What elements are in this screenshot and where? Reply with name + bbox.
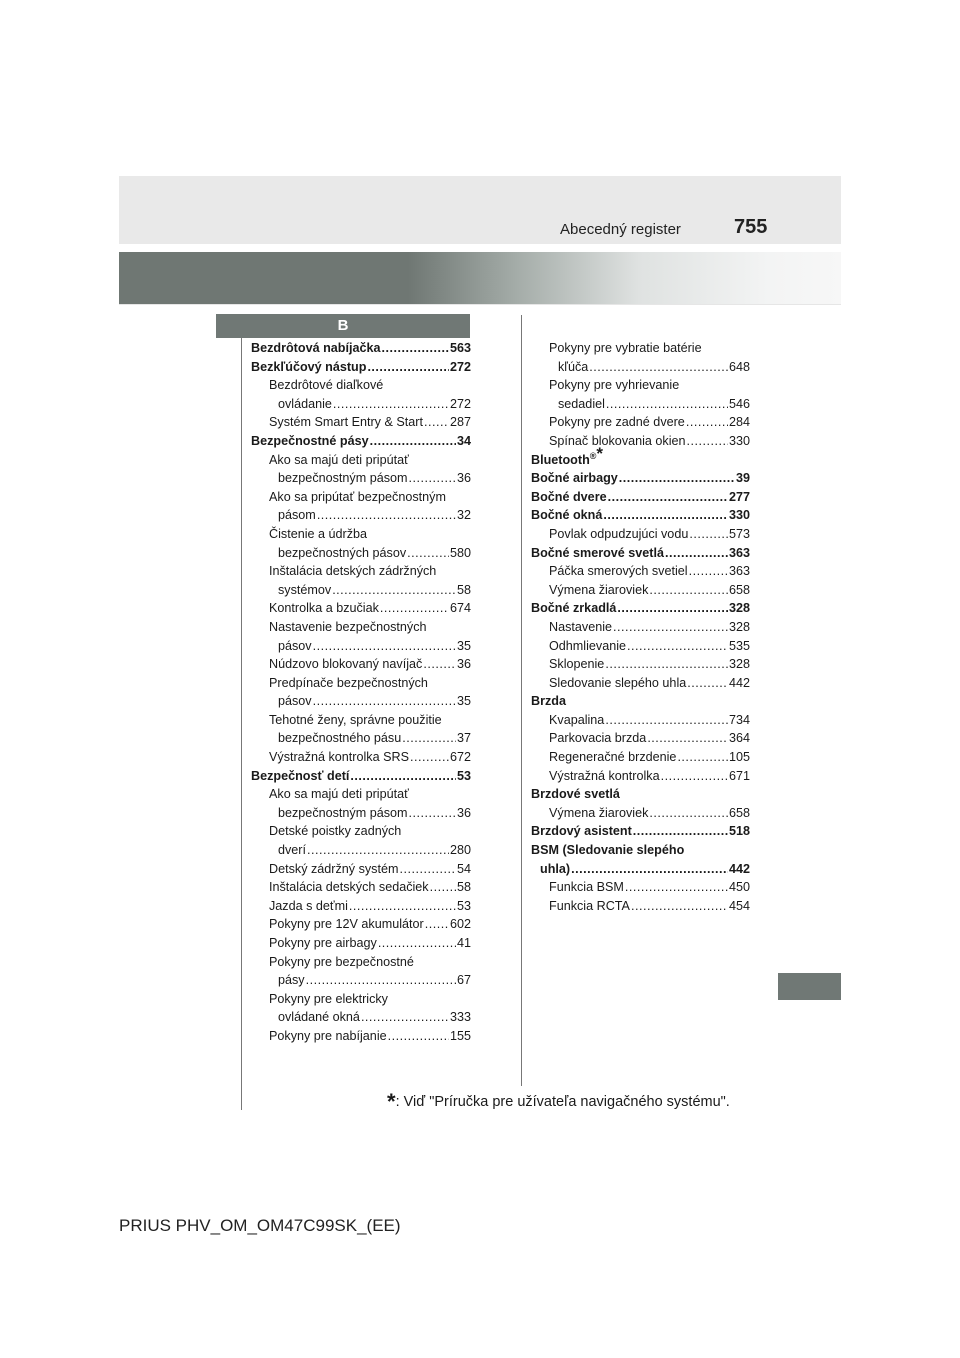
entry-page: 58 bbox=[456, 582, 471, 597]
entry-page: 442 bbox=[728, 675, 750, 690]
entry-text: Kontrolka a bzučiak bbox=[269, 601, 379, 616]
leader-dots bbox=[381, 339, 449, 358]
index-subentry bbox=[251, 860, 471, 879]
index-subentry bbox=[251, 897, 471, 916]
index-entry bbox=[251, 358, 471, 377]
index-subentry bbox=[251, 990, 471, 1009]
entry-page: 272 bbox=[449, 359, 471, 374]
index-entry bbox=[531, 443, 750, 470]
index-subentry bbox=[531, 395, 750, 414]
index-entry bbox=[531, 692, 750, 711]
index-subentry bbox=[251, 599, 471, 618]
entry-text: Bezkľúčový nástup bbox=[251, 359, 367, 374]
leader-dots bbox=[589, 358, 728, 377]
entry-page: 734 bbox=[728, 712, 750, 727]
entry-text: Pokyny pre nabíjanie bbox=[269, 1028, 387, 1043]
leader-dots bbox=[350, 767, 456, 786]
entry-text: Jazda s deťmi bbox=[269, 898, 348, 913]
leader-dots bbox=[605, 711, 728, 730]
index-subentry bbox=[251, 841, 471, 860]
entry-text: Pokyny pre airbagy bbox=[269, 936, 377, 950]
leader-dots bbox=[380, 599, 449, 618]
entry-text: Regeneračné brzdenie bbox=[549, 750, 677, 765]
leader-dots bbox=[306, 971, 456, 990]
entry-page: 328 bbox=[728, 619, 750, 634]
entry-page: 37 bbox=[456, 731, 471, 746]
entry-text: Výstražná kontrolka bbox=[549, 768, 660, 783]
entry-text: Pokyny pre bezpečnostné bbox=[269, 954, 414, 969]
entry-text: Funkcia RCTA bbox=[549, 898, 630, 913]
entry-page: 287 bbox=[449, 415, 471, 430]
entry-page: 54 bbox=[456, 861, 471, 876]
index-subentry bbox=[531, 525, 750, 544]
index-subentry bbox=[251, 451, 471, 470]
leader-dots bbox=[317, 506, 456, 525]
entry-text: Sklopenie bbox=[549, 657, 605, 672]
index-subentry bbox=[251, 562, 471, 581]
index-subentry bbox=[531, 729, 750, 748]
middle-column-rule bbox=[521, 315, 522, 1086]
entry-text: Núdzovo blokovaný navíjač bbox=[269, 657, 423, 672]
index-subentry bbox=[251, 413, 471, 432]
entry-text: Detský zádržný systém bbox=[269, 861, 399, 876]
entry-text: Bluetooth bbox=[531, 452, 590, 467]
entry-page: 658 bbox=[728, 582, 750, 597]
header-divider bbox=[119, 304, 841, 305]
leader-dots bbox=[689, 562, 728, 581]
entry-text: kľúča bbox=[558, 359, 589, 374]
entry-text: dverí bbox=[278, 843, 306, 858]
index-subentry bbox=[531, 674, 750, 693]
leader-dots bbox=[661, 767, 728, 786]
entry-text: Nastavenie bbox=[549, 619, 613, 634]
entry-text: ovládané okná bbox=[278, 1010, 360, 1025]
index-subentry bbox=[531, 878, 750, 897]
entry-page: 105 bbox=[728, 750, 750, 765]
leader-dots bbox=[647, 729, 728, 748]
leader-dots bbox=[423, 655, 456, 674]
footnote-marker: * bbox=[387, 1089, 396, 1114]
index-subentry bbox=[531, 804, 750, 823]
index-subentry bbox=[251, 748, 471, 767]
entry-page: 330 bbox=[728, 508, 750, 523]
index-entry bbox=[531, 506, 750, 525]
index-subentry bbox=[251, 581, 471, 600]
entry-text: Bezdrôtová nabíjačka bbox=[251, 341, 381, 355]
entry-page: 36 bbox=[456, 805, 471, 820]
leader-dots bbox=[410, 748, 449, 767]
entry-page: 328 bbox=[728, 657, 750, 672]
entry-text: Odhmlievanie bbox=[549, 638, 627, 653]
gradient-banner bbox=[119, 252, 841, 304]
leader-dots bbox=[307, 841, 449, 860]
header-band bbox=[119, 176, 841, 244]
entry-text: Inštalácia detských sedačiek bbox=[269, 880, 429, 895]
index-subentry bbox=[531, 637, 750, 656]
entry-text: Inštalácia detských zádržných bbox=[269, 564, 437, 579]
entry-text: pásov bbox=[278, 694, 312, 709]
index-subentry bbox=[251, 674, 471, 693]
footnote-text: : Viď "Príručka pre užívateľa navigačného systému". bbox=[395, 1094, 730, 1110]
leader-dots bbox=[687, 432, 728, 451]
index-subentry bbox=[531, 339, 750, 358]
leader-dots bbox=[370, 432, 456, 451]
page-number: 755 bbox=[734, 216, 768, 238]
entry-page: 573 bbox=[728, 526, 750, 541]
entry-text: Parkovacia brzda bbox=[549, 731, 647, 746]
index-subentry bbox=[251, 934, 471, 953]
index-subentry bbox=[531, 618, 750, 637]
entry-text: bezpečnostných pásov bbox=[278, 545, 407, 560]
index-subentry bbox=[251, 395, 471, 414]
leader-dots bbox=[608, 488, 728, 507]
index-column-left bbox=[251, 339, 471, 1046]
leader-dots bbox=[332, 581, 456, 600]
index-entry bbox=[531, 599, 750, 618]
entry-text: systémov bbox=[278, 582, 332, 597]
entry-page: 454 bbox=[728, 898, 750, 913]
leader-dots bbox=[313, 637, 456, 656]
entry-text: Bočné zrkadlá bbox=[531, 601, 617, 616]
index-subentry bbox=[251, 822, 471, 841]
entry-page: 39 bbox=[735, 471, 750, 486]
leader-dots bbox=[333, 395, 449, 414]
entry-text: Pokyny pre vyhrievanie bbox=[549, 378, 680, 393]
entry-text: Pokyny pre zadné dvere bbox=[549, 415, 685, 430]
index-subentry bbox=[531, 376, 750, 395]
entry-page: 328 bbox=[728, 601, 750, 616]
index-entry bbox=[531, 544, 750, 563]
entry-text: Ako sa majú deti pripútať bbox=[269, 452, 409, 467]
index-subentry bbox=[251, 971, 471, 990]
entry-text: sedadiel bbox=[558, 396, 605, 411]
index-subentry bbox=[251, 915, 471, 934]
header-section-title: Abecedný register bbox=[560, 221, 681, 238]
left-column-rule bbox=[241, 338, 242, 1110]
index-subentry bbox=[251, 729, 471, 748]
entry-page: 363 bbox=[728, 564, 750, 579]
entry-text: Výmena žiaroviek bbox=[549, 805, 649, 820]
index-subentry bbox=[251, 878, 471, 897]
leader-dots bbox=[633, 822, 728, 841]
index-subentry bbox=[531, 432, 750, 451]
index-subentry bbox=[251, 711, 471, 730]
leader-dots bbox=[402, 729, 456, 748]
entry-text: Ako sa pripútať bezpečnostným bbox=[269, 489, 446, 504]
index-entry bbox=[251, 432, 471, 451]
index-subentry bbox=[251, 785, 471, 804]
index-subentry bbox=[251, 1027, 471, 1046]
leader-dots bbox=[613, 618, 728, 637]
entry-text: Čistenie a údržba bbox=[269, 526, 368, 541]
entry-page: 277 bbox=[728, 489, 750, 504]
index-subentry bbox=[531, 748, 750, 767]
entry-text: Bezdrôtové diaľkové bbox=[269, 378, 384, 393]
section-letter-tab: B bbox=[216, 314, 470, 338]
entry-page: 672 bbox=[449, 750, 471, 765]
leader-dots bbox=[627, 637, 728, 656]
entry-page: 442 bbox=[728, 861, 750, 876]
index-subentry bbox=[251, 1008, 471, 1027]
leader-dots bbox=[603, 506, 728, 525]
index-entry bbox=[531, 860, 750, 879]
entry-text: Pokyny pre elektricky bbox=[269, 991, 388, 1006]
index-entry bbox=[531, 488, 750, 507]
entry-page: 658 bbox=[728, 805, 750, 820]
index-subentry bbox=[251, 376, 471, 395]
index-subentry bbox=[251, 953, 471, 972]
entry-text: Bočné dvere bbox=[531, 489, 607, 504]
entry-text: Brzdový asistent bbox=[531, 824, 632, 839]
index-subentry bbox=[531, 413, 750, 432]
entry-text: bezpečnostného pásu bbox=[278, 731, 402, 746]
index-subentry bbox=[251, 506, 471, 525]
entry-text: Bezpečnosť detí bbox=[251, 768, 350, 783]
entry-page: 674 bbox=[449, 601, 471, 616]
entry-text: Bočné smerové svetlá bbox=[531, 545, 665, 560]
leader-dots bbox=[649, 804, 728, 823]
index-entry bbox=[531, 785, 750, 804]
index-subentry bbox=[251, 469, 471, 488]
entry-page: 272 bbox=[449, 396, 471, 411]
leader-dots bbox=[617, 599, 728, 618]
leader-dots bbox=[687, 674, 728, 693]
index-subentry bbox=[251, 637, 471, 656]
index-subentry bbox=[251, 618, 471, 637]
index-subentry bbox=[531, 767, 750, 786]
entry-text: Bezpečnostné pásy bbox=[251, 433, 369, 448]
entry-text: Pokyny pre 12V akumulátor bbox=[269, 917, 424, 932]
index-subentry bbox=[531, 897, 750, 916]
entry-page: 546 bbox=[728, 396, 750, 411]
leader-dots bbox=[367, 358, 449, 377]
leader-dots bbox=[677, 748, 728, 767]
footnote-star: * bbox=[596, 443, 604, 463]
leader-dots bbox=[407, 544, 449, 563]
leader-dots bbox=[361, 1008, 449, 1027]
leader-dots bbox=[409, 804, 456, 823]
entry-page: 648 bbox=[728, 359, 750, 374]
leader-dots bbox=[605, 655, 728, 674]
entry-text: Spínač blokovania okien bbox=[549, 433, 686, 448]
index-subentry bbox=[531, 711, 750, 730]
entry-page: 518 bbox=[728, 824, 750, 839]
entry-page: 671 bbox=[728, 768, 750, 783]
entry-text: BSM (Sledovanie slepého bbox=[531, 843, 685, 858]
leader-dots bbox=[313, 692, 456, 711]
index-entry bbox=[531, 822, 750, 841]
leader-dots bbox=[349, 897, 456, 916]
entry-text: ovládanie bbox=[278, 396, 332, 411]
entry-page: 41 bbox=[456, 936, 471, 950]
entry-text: Páčka smerových svetiel bbox=[549, 564, 688, 579]
entry-text: Systém Smart Entry & Start bbox=[269, 415, 423, 430]
index-entry bbox=[251, 767, 471, 786]
index-entry bbox=[531, 841, 750, 860]
entry-page: 34 bbox=[456, 433, 471, 448]
entry-page: 333 bbox=[449, 1010, 471, 1025]
entry-text: Kvapalina bbox=[549, 712, 605, 727]
entry-text: Brzda bbox=[531, 694, 566, 709]
entry-text: bezpečnostným pásom bbox=[278, 805, 408, 820]
chapter-side-tab bbox=[778, 973, 841, 1000]
leader-dots bbox=[606, 395, 728, 414]
entry-text: Funkcia BSM bbox=[549, 880, 624, 895]
leader-dots bbox=[388, 1027, 449, 1046]
entry-text: Brzdové svetlá bbox=[531, 787, 620, 802]
leader-dots bbox=[689, 525, 728, 544]
entry-page: 53 bbox=[456, 768, 471, 783]
index-subentry bbox=[531, 581, 750, 600]
registered-mark: ® bbox=[589, 450, 597, 461]
leader-dots bbox=[430, 878, 456, 897]
entry-page: 35 bbox=[456, 638, 471, 653]
index-subentry bbox=[251, 692, 471, 711]
entry-page: 280 bbox=[449, 843, 471, 858]
document-code: PRIUS PHV_OM_OM47C99SK_(EE) bbox=[119, 1216, 401, 1235]
entry-text: pásov bbox=[278, 638, 312, 653]
entry-text: Nastavenie bezpečnostných bbox=[269, 619, 427, 634]
leader-dots bbox=[631, 897, 728, 916]
entry-text: pásy bbox=[278, 973, 305, 988]
index-column-right bbox=[531, 339, 750, 915]
leader-dots bbox=[409, 469, 456, 488]
entry-text: Ako sa majú deti pripútať bbox=[269, 787, 409, 802]
footnote bbox=[387, 1089, 730, 1115]
entry-text: Výmena žiaroviek bbox=[549, 582, 649, 597]
entry-text: uhla) bbox=[540, 861, 571, 876]
index-subentry bbox=[251, 488, 471, 507]
index-subentry bbox=[251, 544, 471, 563]
leader-dots bbox=[571, 860, 728, 879]
entry-page: 32 bbox=[456, 508, 471, 523]
leader-dots bbox=[649, 581, 728, 600]
entry-page: 602 bbox=[449, 917, 471, 932]
entry-text: Sledovanie slepého uhla bbox=[549, 675, 687, 690]
entry-page: 363 bbox=[728, 545, 750, 560]
leader-dots bbox=[665, 544, 728, 563]
index-entry bbox=[531, 469, 750, 488]
entry-text: Výstražná kontrolka SRS bbox=[269, 750, 409, 765]
entry-page: 563 bbox=[449, 341, 471, 355]
entry-page: 58 bbox=[456, 880, 471, 895]
entry-page: 53 bbox=[456, 898, 471, 913]
leader-dots bbox=[619, 469, 735, 488]
entry-text: Bočné airbagy bbox=[531, 471, 618, 486]
entry-text: Povlak odpudzujúci vodu bbox=[549, 526, 689, 541]
index-subentry bbox=[531, 655, 750, 674]
entry-page: 67 bbox=[456, 973, 471, 988]
entry-text: Predpínače bezpečnostných bbox=[269, 675, 428, 690]
leader-dots bbox=[399, 860, 456, 879]
index-subentry bbox=[531, 358, 750, 377]
entry-page: 580 bbox=[449, 545, 471, 560]
entry-text: Pokyny pre vybratie batérie bbox=[549, 341, 702, 355]
index-subentry bbox=[531, 562, 750, 581]
entry-text: Bočné okná bbox=[531, 508, 603, 523]
index-subentry bbox=[251, 804, 471, 823]
entry-page: 535 bbox=[728, 638, 750, 653]
entry-page: 284 bbox=[728, 415, 750, 430]
index-entry bbox=[251, 339, 471, 358]
entry-text: Tehotné ženy, správne použitie bbox=[269, 712, 442, 727]
entry-page: 36 bbox=[456, 471, 471, 486]
index-subentry bbox=[251, 655, 471, 674]
leader-dots bbox=[378, 934, 456, 953]
entry-page: 450 bbox=[728, 880, 750, 895]
entry-text: bezpečnostným pásom bbox=[278, 471, 408, 486]
leader-dots bbox=[625, 878, 728, 897]
index-subentry bbox=[251, 525, 471, 544]
leader-dots bbox=[425, 915, 449, 934]
entry-page: 364 bbox=[728, 731, 750, 746]
entry-page: 35 bbox=[456, 694, 471, 709]
entry-page: 155 bbox=[449, 1028, 471, 1043]
leader-dots bbox=[424, 413, 449, 432]
entry-text: Detské poistky zadných bbox=[269, 824, 402, 839]
entry-page: 330 bbox=[728, 433, 750, 448]
entry-text: pásom bbox=[278, 508, 316, 523]
entry-page: 36 bbox=[456, 657, 471, 672]
leader-dots bbox=[686, 413, 728, 432]
